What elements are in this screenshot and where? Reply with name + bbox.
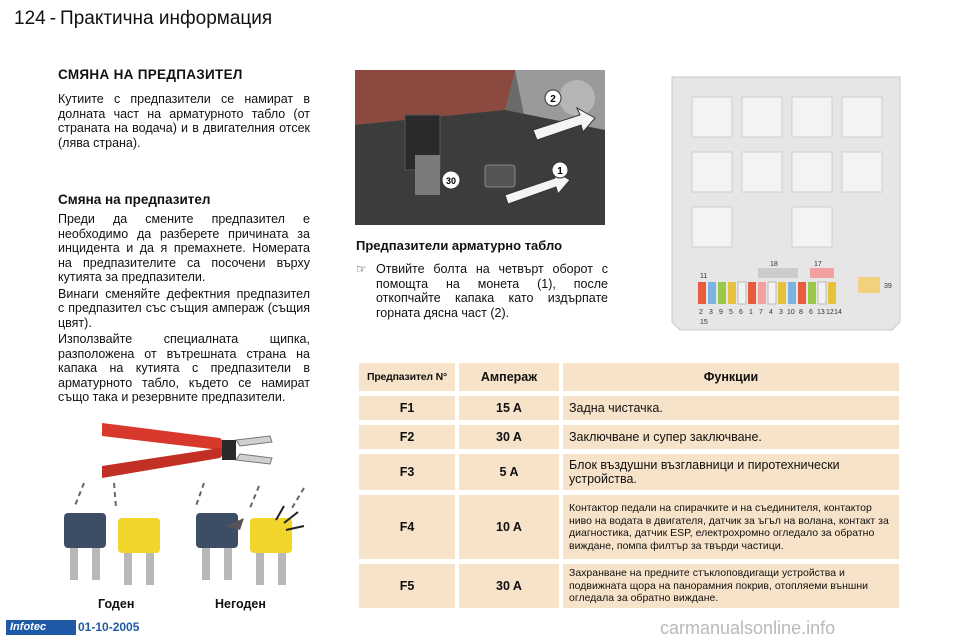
fuse-label: 4 (769, 309, 773, 316)
fuse-pliers-illustration (100, 418, 275, 483)
fuse-label: 6 (739, 309, 743, 316)
fuse-function: Задна чистачка. (563, 396, 899, 420)
fuse-id: F5 (359, 564, 455, 608)
fuse-amperage: 10 A (459, 495, 559, 559)
fuse-label: 1 (749, 309, 753, 316)
fuse-label: 15 (700, 319, 708, 326)
page-header (14, 8, 272, 30)
fuse-amperage: 5 A (459, 454, 559, 490)
fuse-amperage: 30 A (459, 425, 559, 449)
col-header-fuse: Предпазител N° (359, 363, 455, 391)
caption-blown: Негоден (215, 597, 266, 611)
col-header-functions: Функции (563, 363, 899, 391)
infotec-logo: Infotec (6, 620, 76, 635)
fuse-label: 5 (729, 309, 733, 316)
fuse-label: 3 (779, 309, 783, 316)
fuse-id: F4 (359, 495, 455, 559)
fuse-label: 3 (709, 309, 713, 316)
table-row (359, 495, 899, 559)
fuse-label: 2 (699, 309, 703, 316)
fuse-label: 10 (787, 309, 795, 316)
fuse-comparison-illustration (54, 478, 314, 596)
table-header-row (359, 363, 899, 391)
callout-30: 30 (445, 176, 457, 186)
table-row (359, 396, 899, 420)
section-title: СМЯНА НА ПРЕДПАЗИТЕЛ (58, 67, 243, 82)
paragraph: Винаги сменяйте дефектния предпазител с предпазител със същия ампераж (същия цвят). (58, 286, 310, 330)
instruction-bullet (356, 262, 608, 320)
fuse-label: 9 (719, 309, 723, 316)
paragraph: Преди да смените предпазител е необходимо да разберете причината за инцидента и да я премахнете. Номерата на предпазителите са посочени върху кутията за предпазители. (58, 212, 310, 284)
fuse-label: 8 (799, 309, 803, 316)
instruction-text: Отвийте болта на четвърт оборот с помощта на монета (1), после откопчайте капака като издърпате горната дясна част (2). (376, 262, 608, 320)
page-section-title: Практична информация (60, 8, 273, 29)
table-row (359, 564, 899, 608)
fuse-label: 6 (809, 309, 813, 316)
instructions-body (58, 212, 310, 407)
fuse-label: 18 (770, 261, 778, 268)
col-header-amperage: Ампераж (459, 363, 559, 391)
fuse-amperage: 15 A (459, 396, 559, 420)
watermark: carmanualsonline.info (660, 618, 836, 638)
caption-good: Годен (98, 597, 135, 611)
fuse-function: Захранване на предните стъклоповдигащи устройства и подвижната щора на панорамния покрив, отопляеми външни огледала за обратно виждане. (563, 564, 899, 608)
callout-2: 2 (550, 94, 556, 105)
fuse-label: 13 (817, 309, 825, 316)
page-number: 124 (14, 8, 46, 29)
fuse-amperage: 30 A (459, 564, 559, 608)
footer-date: 01-10-2005 (78, 620, 140, 634)
table-row (359, 425, 899, 449)
fuse-id: F2 (359, 425, 455, 449)
fuse-label: 39 (884, 283, 892, 290)
table-row (359, 454, 899, 490)
fuse-function: Блок въздушни възглавници и пиротехнически устройства. (563, 454, 899, 490)
fuse-id: F1 (359, 396, 455, 420)
dashboard-fuses-title: Предпазители арматурно табло (356, 238, 563, 253)
fuse-table (355, 358, 903, 613)
fuse-label: 12 (826, 309, 834, 316)
fuse-label: 14 (834, 309, 842, 316)
callout-1: 1 (557, 166, 563, 177)
dashboard-photo (355, 70, 605, 225)
fuse-function: Контактор педали на спирачките и на съединителя, контактор ниво на водата в двигателя, датчик за ъгъл на волана, контакт за диагностика, датчик ESP, електрохромно огледало за обратно виждане, помпа филтър за твърди частици. (563, 495, 899, 559)
fuse-label: 17 (814, 261, 822, 268)
header-separator: - (49, 8, 57, 29)
intro-text: Кутиите с предпазители се намират в долната част на арматурното табло (от страната на водача) и в двигателния отсек (лява страна). (58, 92, 310, 150)
fuse-label: 11 (700, 273, 708, 280)
fuse-label: 7 (759, 309, 763, 316)
paragraph: Използвайте специалната щипка, разположена от вътрешната страна на капака на кутията с предпазители в арматурното табло, където се намират също така и резервните предпазители. (58, 332, 310, 404)
fuse-box-diagram (662, 72, 910, 334)
pointing-hand-icon: ☞ (356, 262, 367, 276)
subsection-title: Смяна на предпазител (58, 192, 211, 207)
fuse-function: Заключване и супер заключване. (563, 425, 899, 449)
fuse-id: F3 (359, 454, 455, 490)
